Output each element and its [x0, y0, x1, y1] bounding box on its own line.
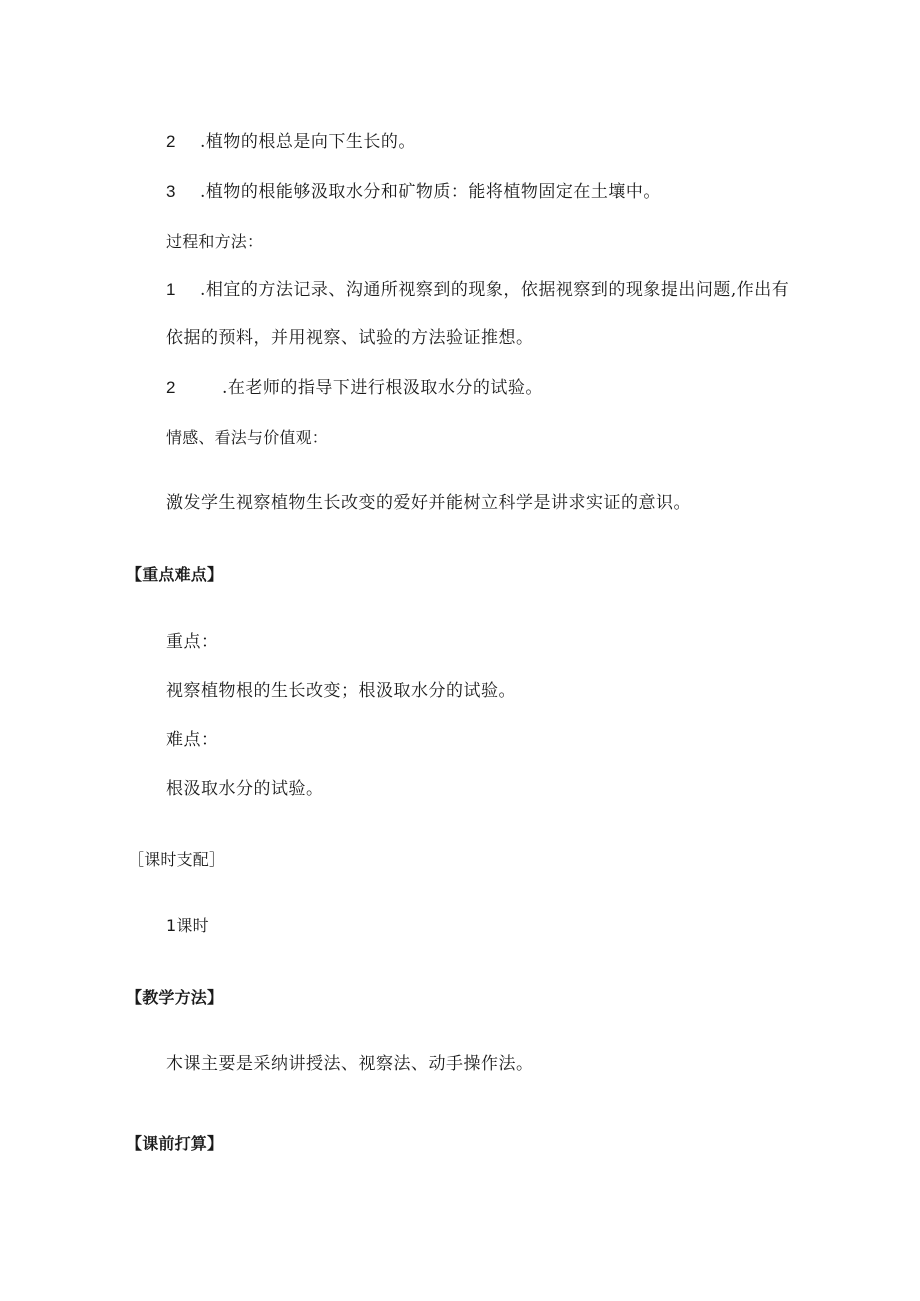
emotion-heading: 情感、看法与价值观：	[166, 428, 329, 447]
teaching-method-text: 木课主要是采纳讲授法、视察法、动手操作法。	[166, 1054, 534, 1074]
item-number: 2	[166, 378, 176, 397]
schedule-heading: ［课时支配］	[128, 850, 226, 869]
difficulty-label: 难点：	[166, 730, 219, 750]
item-number: 3	[166, 182, 176, 201]
item-text: .在老师的指导下进行根汲取水分的试验。	[222, 378, 543, 398]
process-heading: 过程和方法：	[166, 232, 264, 251]
process-item-1-continuation: 依据的预料，并用视察、试验的方法验证推想。	[166, 328, 534, 348]
process-item-2	[166, 377, 543, 399]
item-text: .相宜的方法记录、沟通所视察到的现象，依据视察到的现象提出问题,作出有	[200, 280, 790, 300]
process-item-1	[166, 279, 789, 301]
item-text: .植物的根能够汲取水分和矿物质：能将植物固定在土壤中。	[200, 182, 661, 202]
difficulty-text: 根汲取水分的试验。	[166, 779, 324, 799]
focus-text: 视察植物根的生长改变；根汲取水分的试验。	[166, 681, 516, 701]
item-text: .植物的根总是向下生长的。	[200, 132, 416, 152]
emotion-text: 激发学生视察植物生长改变的爱好并能树立科学是讲求实证的意识。	[166, 493, 691, 513]
key-points-heading: 【重点难点】	[126, 565, 224, 584]
objective-item-3	[166, 181, 661, 203]
item-number: 2	[166, 132, 176, 151]
teaching-method-heading: 【教学方法】	[126, 988, 224, 1007]
objective-item-2	[166, 131, 416, 153]
preparation-heading: 【课前打算】	[126, 1134, 224, 1153]
schedule-text: 1课时	[166, 916, 209, 935]
item-number: 1	[166, 280, 176, 299]
focus-label: 重点：	[166, 632, 219, 652]
